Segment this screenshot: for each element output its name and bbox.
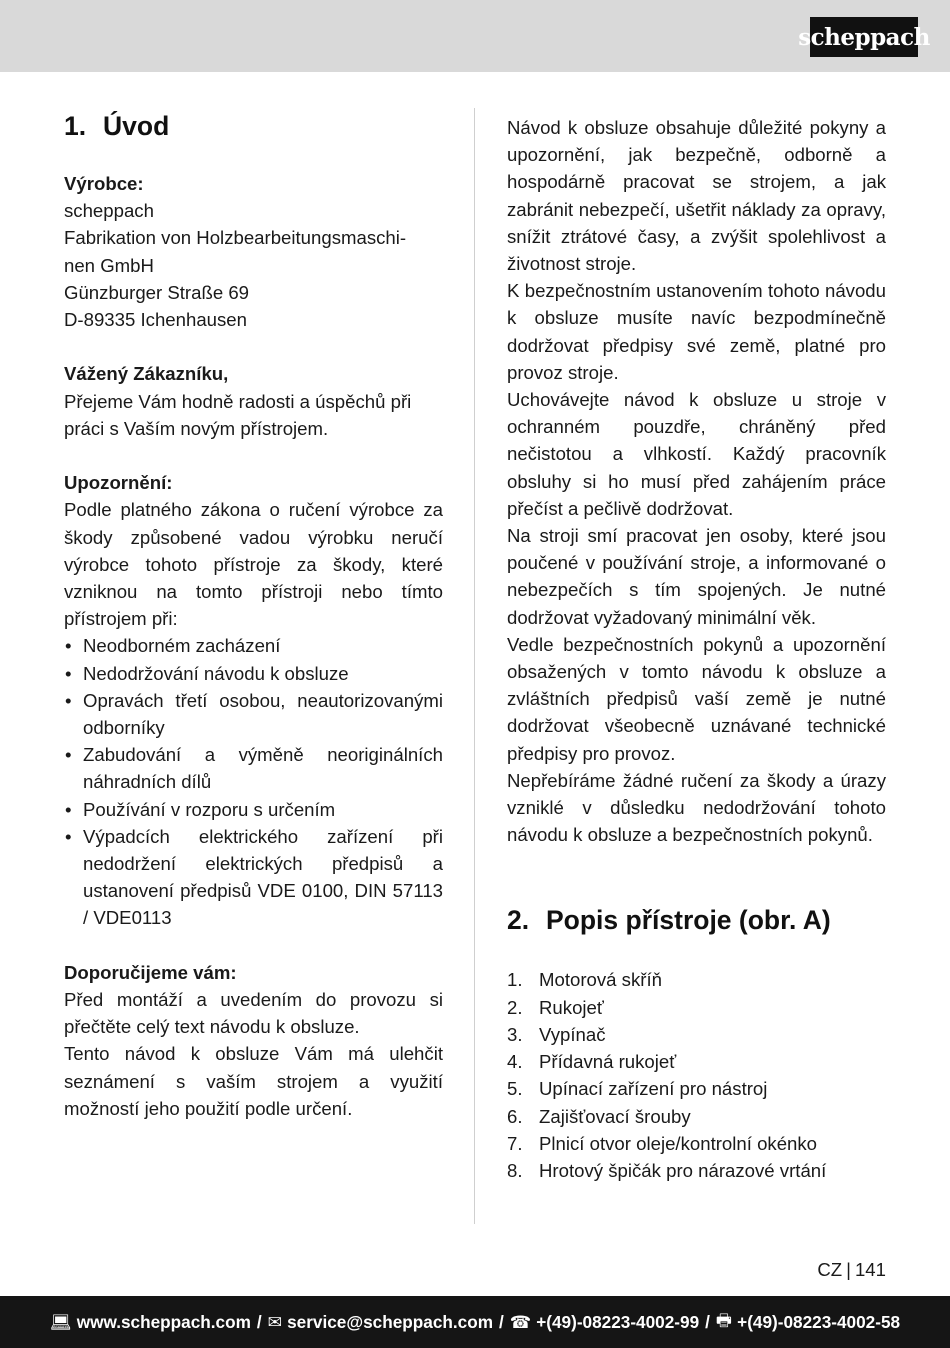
page-number-value: 141 (854, 1259, 886, 1280)
list-item: • Nedodržování návodu k obsluze (64, 660, 443, 687)
footer-phone: +(49)-08223-4002-99 (536, 1311, 700, 1332)
dear-customer-text: Přejeme Vám hodně radosti a úspěchů při práci s Vaším novým přístrojem. (64, 390, 412, 439)
footer-fax: +(49)-08223-4002-58 (737, 1311, 901, 1332)
manufacturer-line: D-89335 Ichenhausen (64, 309, 247, 331)
mail-icon: ✉︎ (267, 1311, 283, 1332)
right-column (507, 114, 886, 1184)
parts-list (507, 966, 886, 1184)
phone-icon: ☎︎ (509, 1311, 532, 1332)
list-item: 2. Rukojeť (507, 996, 604, 1018)
list-item: 1. Motorová skříň (507, 969, 662, 991)
body-paragraph: Vedle bezpečnostních pokynů a upozornění obsažených v tomto návodu k obsluze a zvláštních předpisů vaší země je nutné dodržovat všeobecně uznávané technické předpisy pro provoz. (507, 633, 886, 764)
notice-list (64, 632, 443, 931)
manufacturer-label: Výrobce: (64, 173, 144, 194)
recommend-paragraph: Tento návod k obsluze Vám má ulehčit seznámení s vaším strojem a využití možností jeho použití podle určení. (64, 1043, 443, 1119)
list-item: 5. Upínací zařízení pro nástroj (507, 1078, 768, 1100)
list-item: 4. Přídavná rukojeť (507, 1051, 677, 1073)
notice-text: Podle platného zákona o ručení výrobce za škody způsobené vadou výrobku neručí výrobce tohoto přístroje za škody, které vzniknou na tomto přístroji nebo tímto přístrojem při: (64, 499, 443, 630)
section-2-heading (507, 898, 886, 942)
list-item: • Používání v rozporu s určením (64, 796, 443, 823)
list-item: 7. Plnicí otvor oleje/kontrolní okénko (507, 1132, 818, 1154)
page-language: CZ (817, 1259, 843, 1280)
section-2-title: Popis přístroje (obr. A) (546, 905, 831, 936)
recommend-paragraph: Před montáží a uvedením do provozu si přečtěte celý text návodu k obsluze. (64, 989, 443, 1038)
body-paragraph: Uchovávejte návod k obsluze u stroje v ochranném pouzdře, chráněný před nečistotou a vlhkostí. Každý pracovník obsluhy si ho musí před zahájením práce přečíst a pečlivě dodržovat. (507, 389, 886, 519)
left-column (64, 104, 443, 1122)
manufacturer-line: Fabrikation von Holzbearbeitungsmaschi- (64, 227, 407, 249)
section-2-number: 2. (507, 905, 530, 936)
page-number: CZ | 141 (817, 1259, 886, 1280)
body-paragraph: K bezpečnostním ustanovením tohoto návodu k obsluze musíte navíc bezpodmínečně dodržovat předpisy své země, platné pro provoz stroje. (507, 280, 886, 383)
list-item: 6. Zajišťovací šrouby (507, 1105, 691, 1127)
column-divider (474, 108, 475, 1224)
body-paragraph: Na stroji smí pracovat jen osoby, které jsou poučené v používání stroje, a informované o nebezpečích s tím spojených. Je nutné dodržovat vyžadovaný minimální věk. (507, 525, 886, 628)
footer-email-link[interactable]: service@scheppach.com (287, 1311, 494, 1332)
computer-icon: 💻︎ (49, 1311, 72, 1332)
body-paragraph: Návod k obsluze obsahuje důležité pokyny a upozornění, jak bezpečně, odborně a hospodárně pracovat se strojem, a jak zabránit nebezpečí, ušetřit náklady za opravy, snížit ztrátové časy, a zvýšit spolehlivost a životnost stroje. (507, 117, 886, 275)
body-paragraph: Nepřebíráme žádné ručení za škody a úrazy vzniklé v důsledku nedodržování tohoto návodu k obsluze a bezpečnostních pokynů. (507, 769, 886, 846)
footer-bar: 💻︎ www.scheppach.com / ✉︎ service@scheppach.com / ☎︎ +(49)-08223-4002-99 / 🖶︎ +(49)-08223-4002-58 (0, 1296, 950, 1348)
dear-customer-label: Vážený Zákazníku, (64, 363, 229, 385)
fax-icon: 🖶︎ (715, 1309, 733, 1330)
list-item: • Výpadcích elektrického zařízení při nedodržení elektrických předpisů a ustanovení předpisů VDE 0100, DIN 57113 / VDE0113 (64, 823, 443, 932)
footer-website-link[interactable]: www.scheppach.com (76, 1311, 251, 1332)
list-item: • Zabudování a výměně neoriginálních náhradních dílů (64, 741, 443, 795)
scheppach-logo: scheppach (810, 17, 918, 57)
section-1-heading (64, 104, 443, 148)
section-1-number: 1. (64, 111, 87, 141)
manufacturer-line: Günzburger Straße 69 (64, 281, 250, 303)
list-item: • Opravách třetí osobou, neautorizovanými odborníky (64, 687, 443, 741)
manufacturer-line: nen GmbH (64, 254, 154, 276)
header-band (0, 0, 950, 72)
list-item: • Neodborném zacházení (64, 632, 443, 659)
notice-label: Upozornění: (64, 472, 173, 494)
section-1-title: Úvod (103, 111, 170, 141)
list-item: 8. Hrotový špičák pro nárazové vrtání (507, 1159, 827, 1181)
manufacturer-line: scheppach (64, 200, 154, 222)
list-item: 3. Vypínač (507, 1023, 606, 1045)
recommend-label: Doporučijeme vám: (64, 961, 237, 983)
